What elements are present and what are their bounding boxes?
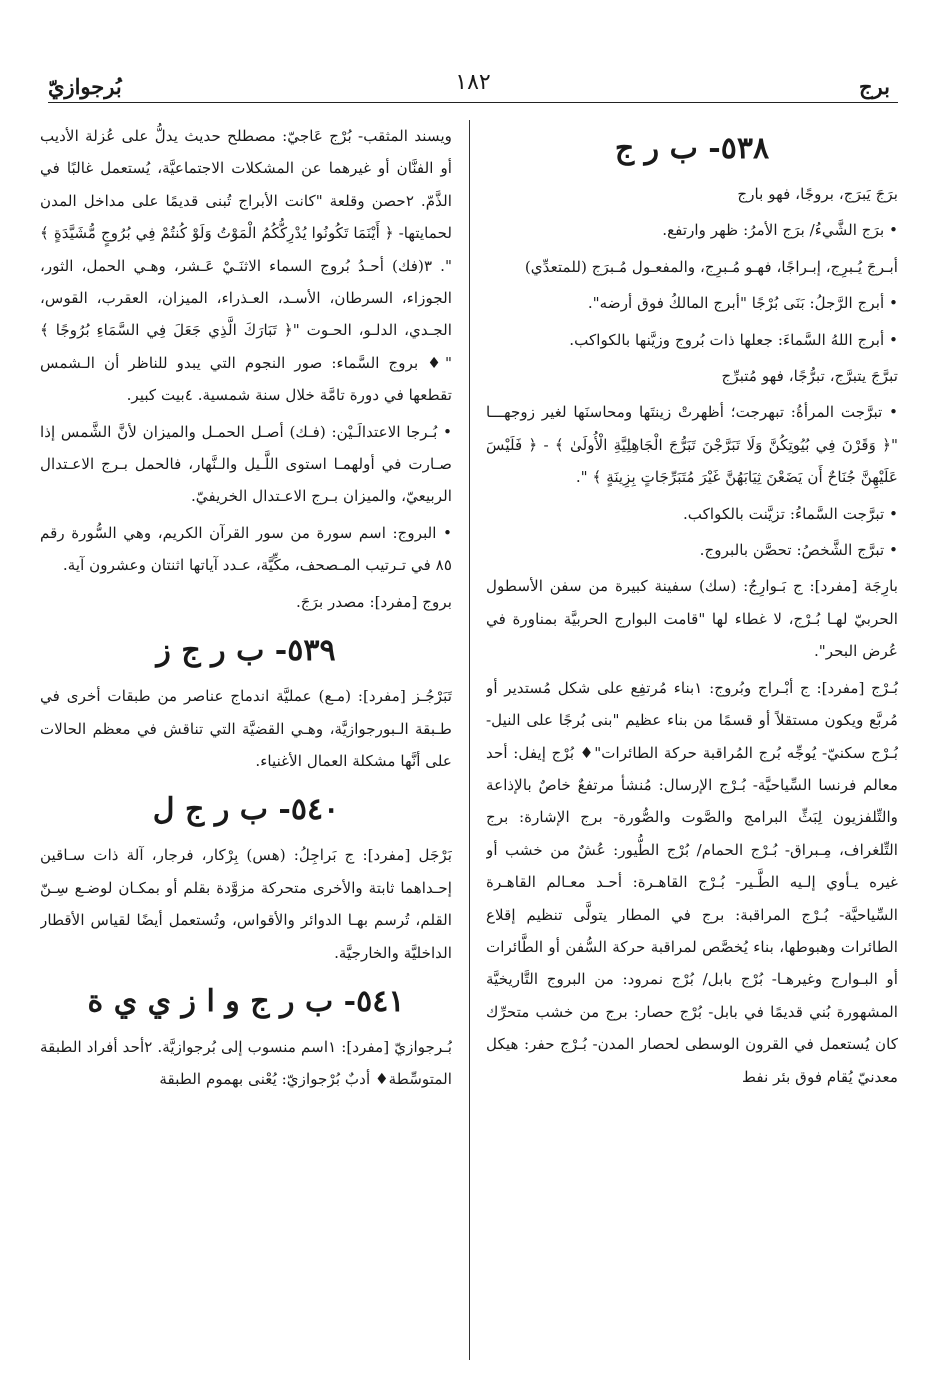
root-heading-539: ٥٣٩- ب ر ج ز <box>156 633 336 669</box>
sense-surat-buruj: • البروج: اسم سورة من سور القرآن الكريم، وهي السُّورة رقم ٨٥ في تـرتيب المـصحف، مكِّيَّة، عـدد آياتها اثنتان وعشرون آية. <box>40 523 452 575</box>
entry-burj-continued: ويسند المثقب- بُرْج عَاجيّ: مصطلح حديث يدلُّ على عُزلة الأديب أو الفنَّان أو غيرهما عن المشكلات الاجتماعيَّة، يُستعمل غالبًا في الذَّمّ. ٢حصن وقلعة "كانت الأبراج تُبنى قديمًا على مداخل المدن لحمايتها- ﴿ أَيْنَمَا تَكُونُوا يُدْرِكُّكُمُ الْمَوْتُ وَلَوْ كُنتُمْ فِي بُرُوجٍ مُّشَيَّدَةٍ ﴾ ". ٣(فك) أحـدُ بُروج السماء الاثنَـيْ عَـشر، وهـي الحمل، الثور، الجوزاء، السرطان، الأسـد، العـذراء، الميزان، العقرب، القوس، الجـدي، الدلـو، الحـوت "﴿ تَبَارَكَ الَّذِي جَعَلَ فِي السَّمَاءِ بُرُوجًا ﴾ "♦ بروج السَّماء: صور النجوم التي يبدو للناظر أن الـشمس تقطعها في دورة تامَّة خلال سنة شمسية. ٤بيت كبير. <box>40 127 452 405</box>
root-heading-540: ٥٤٠- ب ر ج ل <box>152 792 340 828</box>
entry-tabarraja: تبرَّجَ يتبرَّج، تبرُّجًا، فهو مُتبرِّج <box>721 367 898 386</box>
root-heading-538: ٥٣٨- ب ر ج <box>614 131 770 166</box>
sense-tabarraja-shakhs: • تبرَّج الشَّخصُ: تحصَّن بالبروج. <box>699 541 898 560</box>
root-heading-541: ٥٤١- ب ر ج و ا ز ي ي ة <box>87 983 405 1019</box>
entry-barija: بارِجَة [مفرد]: ج بَـوارِجُ: (سك) سفينة كبيرة من سفن الأسطول الحربيّ لهـا بُـرْج، لا غطاء لها "قامت البوارج الحربيَّة بمناورة في عُرض البحر". <box>486 577 898 661</box>
entry-abraja: أبـرجَ يُـبرِج، إبـراجًا، فهـو مُـبرِج، والمفعـول مُـبرَج (للمتعدِّي) <box>524 257 898 276</box>
sense-burja-itidalayn: • بُـرجا الاعتدالَـيْن: (فـك) أصـل الحمـل والميزان لأنَّ الشَّمس إذا صـارت في أولهمـا استوى اللَّـيل والـنَّهار، فالحمل بـرج الاعـتدال الربيعيّ، والميزان بـرج الاعـتدال الخريفيّ. <box>40 422 452 506</box>
entry-tabarjuz: تَبَرْجُـز [مفرد]: (مـع) عمليَّة اندماج عناصر من طبقات أخرى في طـبقة الـبورجوازيَّة، وهـي القضيَّة التي تناقش في معظم الحالات على أنَّها مشكلة العمال الأغنياء. <box>40 687 452 770</box>
sense-tabarrajat-samaa: • تبرَّجت السَّماءُ: تزيَّنت بالكواكب. <box>682 504 898 523</box>
sense-abraja-rajul: • أبرج الرَّجلُ: بَنَى بُرْجًا "أبرج المالكُ فوق أرضه". <box>587 294 898 313</box>
sense-tabarrajat-marah: • تبرَّجت المرأةُ: تبهرجت؛ أظهرتْ زينتَها ومحاسنَها لغير زوجهـــا "﴿ وَقَرْنَ فِي بُيُوتِكُنَّ وَلَا تَبَرَّجْنَ تَبَرُّجَ الْجَاهِلِيَّةِ الْأُولَىٰ ﴾ - ﴿ فَلَيْسَ عَلَيْهِنَّ جُنَاحٌ أَن يَضَعْنَ ثِيَابَهُنَّ غَيْرَ مُتَبَرِّجَاتٍ بِزِينَةٍ ﴾ ". <box>486 403 898 487</box>
sense-abraja-samaa: • أبرج اللهُ السَّماءَ: جعلها ذات بُروج وزيَّنها بالكواكب. <box>569 330 898 349</box>
entry-baraja: برَجَ يَبرَج، بروجًا، فهو بارج <box>737 185 898 203</box>
column-divider <box>469 120 470 1360</box>
entry-barjal: بَرْجَل [مفرد]: ج بَراجِلُ: (هس) بِرْكار، فرجار، آلة ذات سـاقين إحـداهما ثابتة والأخرى متحركة مزوَّدة بقلم أو بمكـان لوضـع سِـنّ القلم، تُرسم بهـا الدوائر والأقواس، وتُستعمل أيضًا لقياس الأقطار الداخليَّة والخارجيَّة. <box>40 846 452 962</box>
right-column <box>486 120 898 1360</box>
entry-buruj: بروج [مفرد]: مصدر برَجَ. <box>295 592 452 611</box>
page-header <box>48 58 898 103</box>
entry-burjuazi: بُـرجوازيّ [مفرد]: ١اسم منسوب إلى بُرجوازيَّة. ٢أحد أفراد الطبقة المتوسِّطة♦ أدبٌ بُرْجوازيّ: يُعْنى بهموم الطبقة <box>40 1037 452 1089</box>
left-column <box>40 120 452 1360</box>
header-right-word: برج <box>859 74 890 99</box>
entry-burj: بُـرْج [مفرد]: ج أبْـراج وبُروج: ١بناء مُرتفِع على شكل مُستدير أو مُربَّع ويكون مستقلاً أو قسمًا من بناء عظيم "بنى بُرجًا على النيل- بُـرْج سكنيّ- يُوجِّه بُرج المُراقبة حركة الطائرات"♦ بُرْج إيفل: أحد معالم فرنسا السِّياحيَّة- بُـرْج الإرسال: مُنشأ مرتفعٌ خاصٌ بالإذاعة والتِّلفزيون لِبَثِّ البرامج والصَّوت والصُّورة- برج الإشارة: برج التِّلغراف، مِـبراق- بُـرْج الحمام/ بُرْج الطُّيور: عُشٌ من خشب أو غيره يـأوي إلـيه الطَّـير- بُـرْج القاهـرة: أحـد معـالم القاهـرة السِّياحيَّة- بُـرْج المراقبة: برج في المطار يتولَّى تنظيم إقلاع الطائرات وهبوطها، بناء يُخصَّص لمراقبة حركة السُّفن أو الطَّائرات أو البـوارج وغيرهـا- بُرْج بابل/ بُرْج نمرود: من البروج التَّاريخيَّة المشهورة بُني قديمًا في بابل- بُرْج حصار: برج من خشب متحرِّك كان يُستعمل في القرون الوسطى لحصار المدن- بُـرْج حفر: هيكل معدنيّ يُقام فوق بئر نفط <box>486 678 898 1086</box>
page-number: ١٨٢ <box>455 70 491 95</box>
sense-baraja-shay: • برَج الشَّيءُ/ برَج الأمرُ: ظهر وارتفع. <box>662 221 898 240</box>
header-left-word: بُرجوازيّ <box>48 74 122 99</box>
